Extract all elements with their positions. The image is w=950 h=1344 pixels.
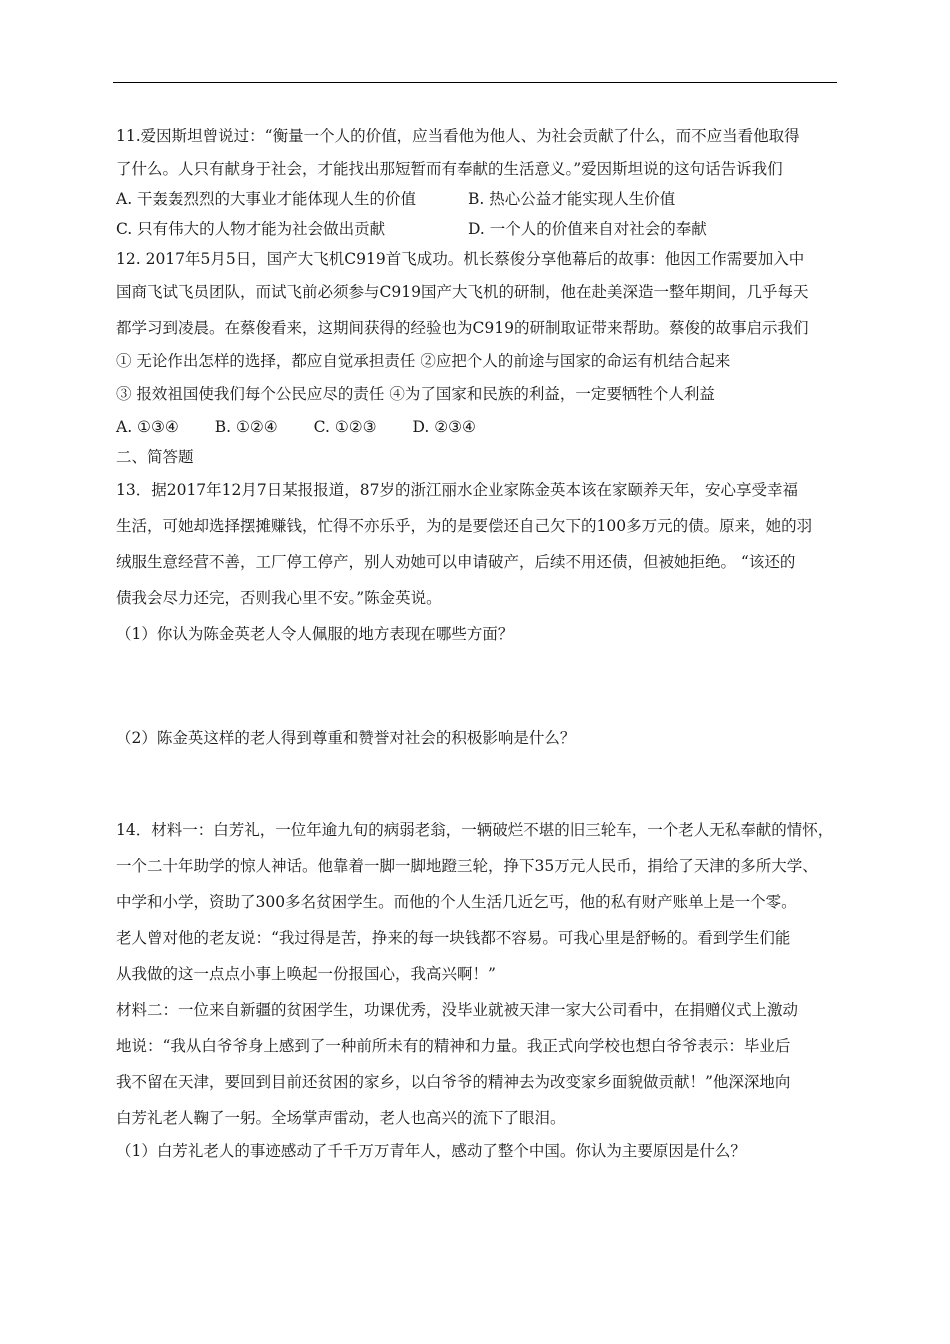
q12-option-a: A. ①③④ [116, 418, 179, 436]
q11-option-a: A. 干轰轰烈烈的大事业才能体现人生的价值 [116, 190, 417, 208]
q12-option-d: D. ②③④ [412, 418, 476, 436]
q13-stem-line-1: 13．据2017年12月7日某报报道，87岁的浙江丽水企业家陈金英本该在家颐养天年，安心享受幸福 [116, 481, 798, 499]
q12-option-c: C. ①②③ [313, 418, 377, 436]
q14-material-line-4: 老人曾对他的老友说：“我过得是苦，挣来的每一块钱都不容易。可我心里是舒畅的。看到学生们能 [116, 929, 791, 947]
q11-options-row-1 [116, 184, 840, 214]
q14-material-line-3: 中学和小学，资助了300多名贫困学生。而他的个人生活几近乞丐，他的私有财产账单上是一个零。 [116, 893, 797, 911]
q14-material-line-6: 材料二：一位来自新疆的贫困学生，功课优秀，没毕业就被天津一家大公司看中，在捐赠仪式上激动 [116, 1001, 799, 1019]
q12-stem-line-1: 12. 2017年5月5日，国产大飞机C919首飞成功。机长蔡俊分享他幕后的故事：他因工作需要加入中 [116, 250, 805, 268]
question-13 [116, 472, 840, 812]
q13-stem-line-4: 债我会尽力还完，否则我心里不安。”陈金英说。 [116, 589, 442, 607]
q14-material-line-8: 我不留在天津，要回到目前还贫困的家乡，以白爷爷的精神去为改变家乡面貌做贡献！”他深深地向 [116, 1073, 791, 1091]
q14-material-line-5: 从我做的这一点点小事上唤起一份报国心，我高兴啊！” [116, 965, 496, 983]
q13-answer-space-2 [116, 756, 840, 812]
q14-material-line-9: 白芳礼老人鞠了一躬。全场掌声雷动，老人也高兴的流下了眼泪。 [116, 1109, 566, 1127]
q14-material-line-2: 一个二十年助学的惊人神话。他靠着一脚一脚地蹬三轮，挣下35万元人民币，捐给了天津的多所大学、 [116, 857, 818, 875]
q11-stem-line-2: 了什么。人只有献身于社会，才能找出那短暂而有奉献的生活意义。”爱因斯坦说的这句话告诉我们 [116, 160, 783, 178]
question-12 [116, 244, 840, 442]
q14-sub-question-1: （1）白芳礼老人的事迹感动了千千万万青年人，感动了整个中国。你认为主要原因是什么？ [116, 1142, 746, 1160]
q11-option-b: B. 热心公益才能实现人生价值 [468, 190, 676, 208]
header-rule [113, 82, 837, 83]
q12-options [116, 412, 840, 442]
q14-material-line-1: 14．材料一：白芳礼，一位年逾九旬的病弱老翁，一辆破烂不堪的旧三轮车，一个老人无私奉献的情怀， [116, 821, 834, 839]
q13-sub-question-2: （2）陈金英这样的老人得到尊重和赞誉对社会的积极影响是什么？ [116, 729, 576, 747]
q13-answer-space-1 [116, 652, 840, 720]
question-11 [116, 118, 840, 244]
q13-sub-question-1: （1）你认为陈金英老人令人佩服的地方表现在哪些方面？ [116, 625, 514, 643]
q12-statement-1-2: ① 无论作出怎样的选择，都应自觉承担责任 ②应把个人的前途与国家的命运有机结合起来 [116, 352, 731, 370]
q13-stem-line-2: 生活，可她却选择摆摊赚钱，忙得不亦乐乎，为的是要偿还自己欠下的100多万元的债。原来，她的羽 [116, 517, 813, 535]
page-content [116, 118, 840, 1166]
question-14 [116, 812, 840, 1166]
q11-option-d: D. 一个人的价值来自对社会的奉献 [468, 220, 707, 238]
q11-options-row-2 [116, 214, 840, 244]
q14-material-line-7: 地说：“我从白爷爷身上感到了一种前所未有的精神和力量。我正式向学校也想白爷爷表示：毕业后 [116, 1037, 791, 1055]
q11-stem-line-1: 11.爱因斯坦曾说过：“衡量一个人的价值，应当看他为他人、为社会贡献了什么，而不应当看他取得 [116, 127, 800, 145]
q12-option-b: B. ①②④ [214, 418, 278, 436]
q12-statement-3-4: ③ 报效祖国使我们每个公民应尽的责任 ④为了国家和民族的利益，一定要牺牲个人利益 [116, 385, 715, 403]
q13-stem-line-3: 绒服生意经营不善，工厂停工停产，别人劝她可以申请破产，后续不用还债，但被她拒绝。 “该还的 [116, 553, 796, 571]
q12-stem-line-2: 国商飞试飞员团队，而试飞前必须参与C919国产大飞机的研制，他在赴美深造一整年期间，几乎每天 [116, 283, 809, 301]
q12-stem-line-3: 都学习到凌晨。在蔡俊看来，这期间获得的经验也为C919的研制取证带来帮助。蔡俊的故事启示我们 [116, 319, 809, 337]
q11-option-c: C. 只有伟大的人物才能为社会做出贡献 [116, 220, 386, 238]
section-title-short-answer: 二、简答题 [116, 448, 194, 466]
